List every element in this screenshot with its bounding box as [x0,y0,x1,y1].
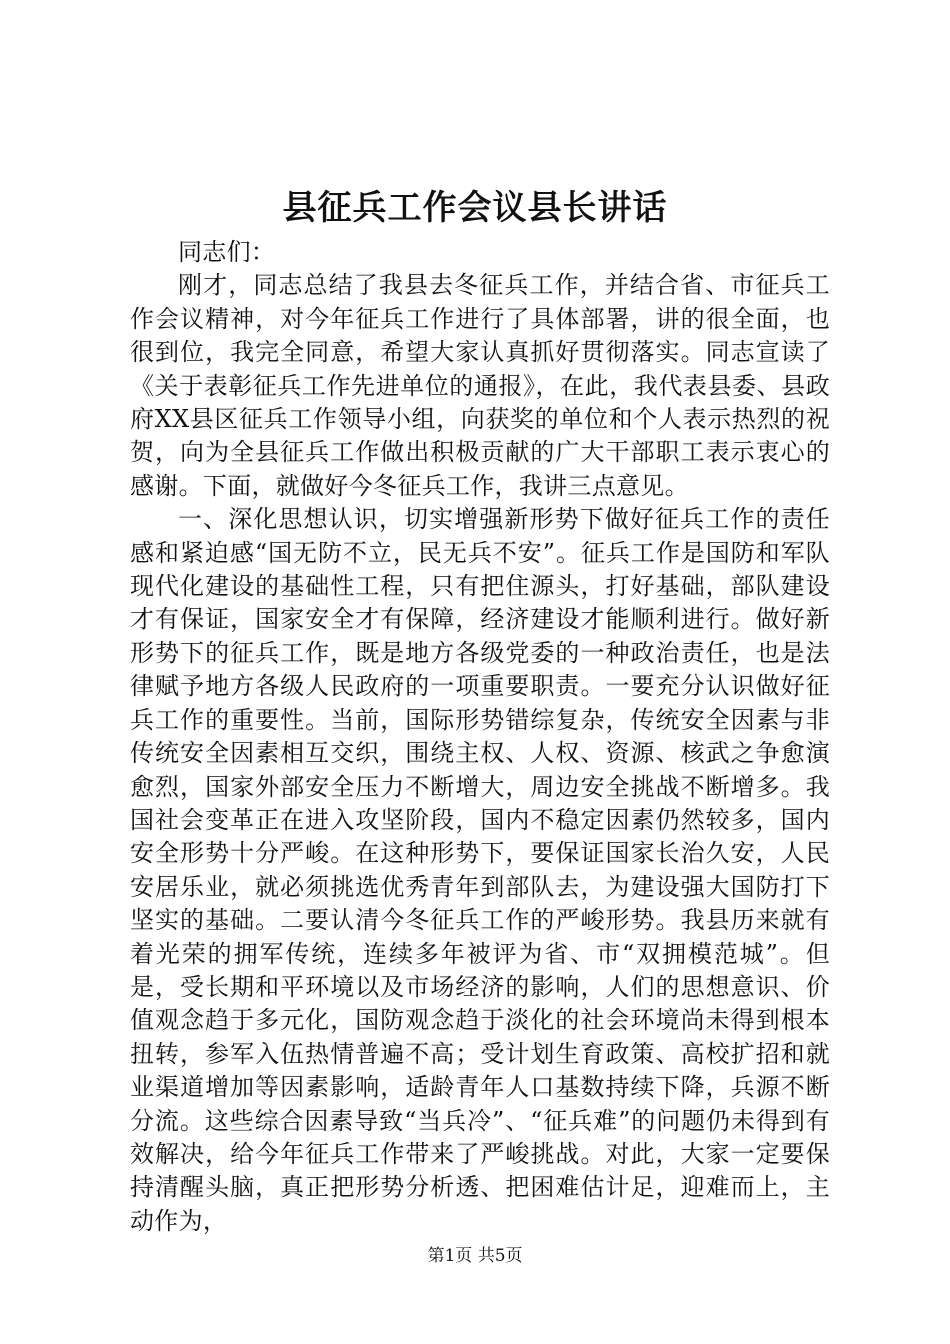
paragraph-intro: 刚才，同志总结了我县去冬征兵工作，并结合省、市征兵工作会议精神，对今年征兵工作进行了具体部署，讲的很全面，也很到位，我完全同意，希望大家认真抓好贯彻落实。同志宣读了《关于表彰征兵工作先进单位的通报》，在此，我代表县委、县政府XX县区征兵工作领导小组，向获奖的单位和个人表示热烈的祝贺，向为全县征兵工作做出积极贡献的广大干部职工表示衷心的感谢。下面，就做好今冬征兵工作，我讲三点意见。 [130,271,830,500]
document-title: 县征兵工作会议县长讲话 [282,188,668,228]
page-number-footer: 第1页 共5页 [427,1246,523,1266]
paragraph-section-one: 一、深化思想认识，切实增强新形势下做好征兵工作的责任感和紧迫感“国无防不立，民无兵不安”。征兵工作是国防和军队现代化建设的基础性工程，只有把住源头，打好基础，部队建设才有保证，国家安全才有保障，经济建设才能顺利进行。做好新形势下的征兵工作，既是地方各级党委的一种政治责任，也是法律赋予地方各级人民政府的一项重要职责。一要充分认识做好征兵工作的重要性。当前，国际形势错综复杂，传统安全因素与非传统安全因素相互交织，围绕主权、人权、资源、核武之争愈演愈烈，国家外部安全压力不断增大，周边安全挑战不断增多。我国社会变革正在进入攻坚阶段，国内不稳定因素仍然较多，国内安全形势十分严峻。在这种形势下，要保证国家长治久安，人民安居乐业，就必须挑选优秀青年到部队去，为建设强大国防打下坚实的基础。二要认清今冬征兵工作的严峻形势。我县历来就有着光荣的拥军传统，连续多年被评为省、市“双拥模范城”。但是，受长期和平环境以及市场经济的影响，人们的思想意识、价值观念趋于多元化，国防观念趋于淡化的社会环境尚未得到根本扭转，参军入伍热情普遍不高；受计划生育政策、高校扩招和就业渠道增加等因素影响，适龄青年人口基数持续下降，兵源不断分流。这些综合因素导致“当兵冷”、“征兵难”的问题仍未得到有效解决，给今年征兵工作带来了严峻挑战。对此，大家一定要保持清醒头脑，真正把形势分析透、把困难估计足，迎难而上，主动作为， [130,505,830,1235]
salutation: 同志们： [178,238,276,266]
document-body [130,236,830,1238]
